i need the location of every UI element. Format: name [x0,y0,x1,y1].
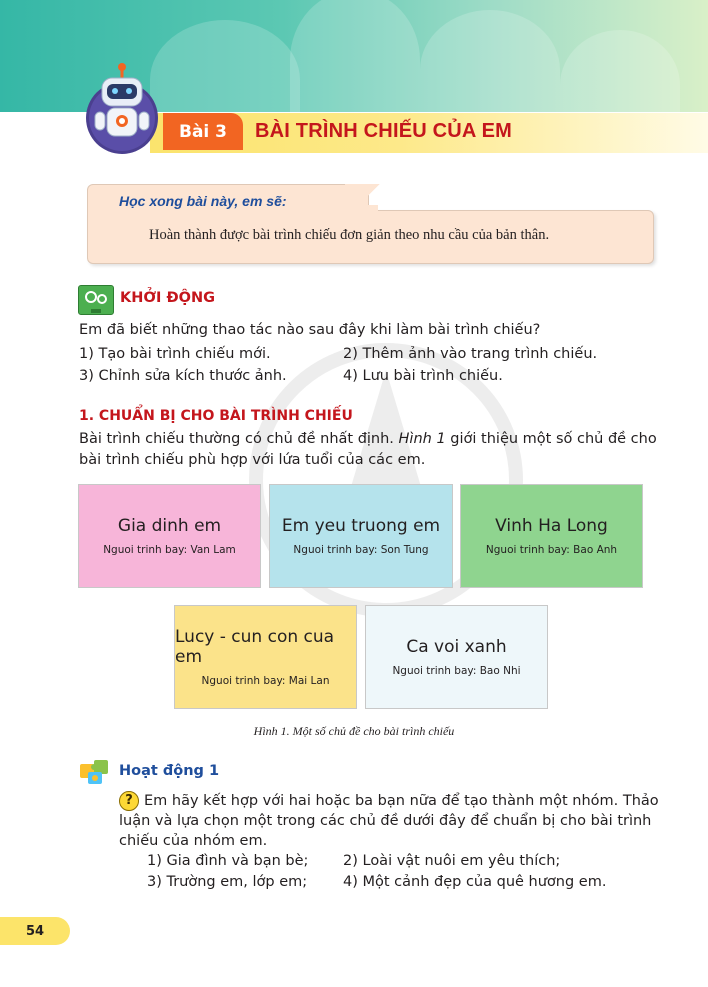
warmup-question: Em đã biết những thao tác nào sau đây khi làm bài trình chiếu? [79,322,541,338]
figure-reference: Hình 1 [398,431,446,447]
objectives-heading: Học xong bài này, em sẽ: [119,193,287,209]
topic-card-presenter: Nguoi trinh bay: Son Tung [293,544,429,556]
objectives-text: Hoàn thành được bài trình chiếu đơn giản theo nhu cầu của bản thân. [149,227,550,243]
lesson-badge: Bài 3 [163,113,243,150]
activity-option: 3) Trường em, lớp em; [147,874,308,890]
topic-card [174,605,357,709]
topic-card-title: Ca voi xanh [406,637,507,657]
activity-option: 2) Loài vật nuôi em yêu thích; [343,853,561,869]
topic-card-presenter: Nguoi trinh bay: Bao Anh [485,544,618,556]
topic-card-title: Lucy - cun con cua em [175,627,335,667]
question-icon: ? [119,791,139,811]
warmup-title: KHỞI ĐỘNG [120,290,215,306]
warmup-option: 2) Thêm ảnh vào trang trình chiếu. [343,346,598,362]
topic-card-title: Gia dinh em [117,516,222,536]
section-paragraph-line: Bài trình chiếu thường có chủ đề nhất định. Hình 1 giới thiệu một số chủ đề cho [79,431,657,447]
page-number: 54 [0,917,70,945]
lesson-title: BÀI TRÌNH CHIẾU CỦA EM [255,120,512,142]
figure-caption: Hình 1. Một số chủ đề cho bài trình chiếu [253,724,455,738]
gears-icon [78,285,114,315]
warmup-option: 1) Tạo bài trình chiếu mới. [79,346,271,362]
warmup-option: 4) Lưu bài trình chiếu. [343,368,503,384]
topic-card-presenter: Nguoi trinh bay: Van Lam [103,544,236,556]
section-title: 1. CHUẨN BỊ CHO BÀI TRÌNH CHIẾU [79,408,353,424]
activity-line: luận và lựa chọn một trong các chủ đề dưới đây để chuẩn bị cho bài trình [119,813,652,829]
warmup-option: 3) Chỉnh sửa kích thước ảnh. [79,368,287,384]
activity-option: 1) Gia đình và bạn bè; [147,853,309,869]
robot-mascot-icon [80,60,164,156]
topic-card [365,605,548,709]
section-paragraph-line: bài trình chiếu phù hợp với lứa tuổi của các em. [79,452,426,468]
activity-line: Em hãy kết hợp với hai hoặc ba bạn nữa để tạo thành một nhóm. Thảo [144,793,659,809]
topic-card [78,484,261,588]
topic-card-title: Vinh Ha Long [495,516,608,536]
topic-card [269,484,453,588]
topic-card-title: Em yeu truong em [281,516,441,536]
activity-line: chiếu của nhóm em. [119,833,268,849]
topic-card-presenter: Nguoi trinh bay: Mai Lan [201,675,330,687]
topic-card [460,484,643,588]
activity-title: Hoạt động 1 [119,763,220,779]
activity-option: 4) Một cảnh đẹp của quê hương em. [343,874,607,890]
puzzle-icon [78,756,112,786]
topic-card-presenter: Nguoi trinh bay: Bao Nhi [392,665,521,677]
